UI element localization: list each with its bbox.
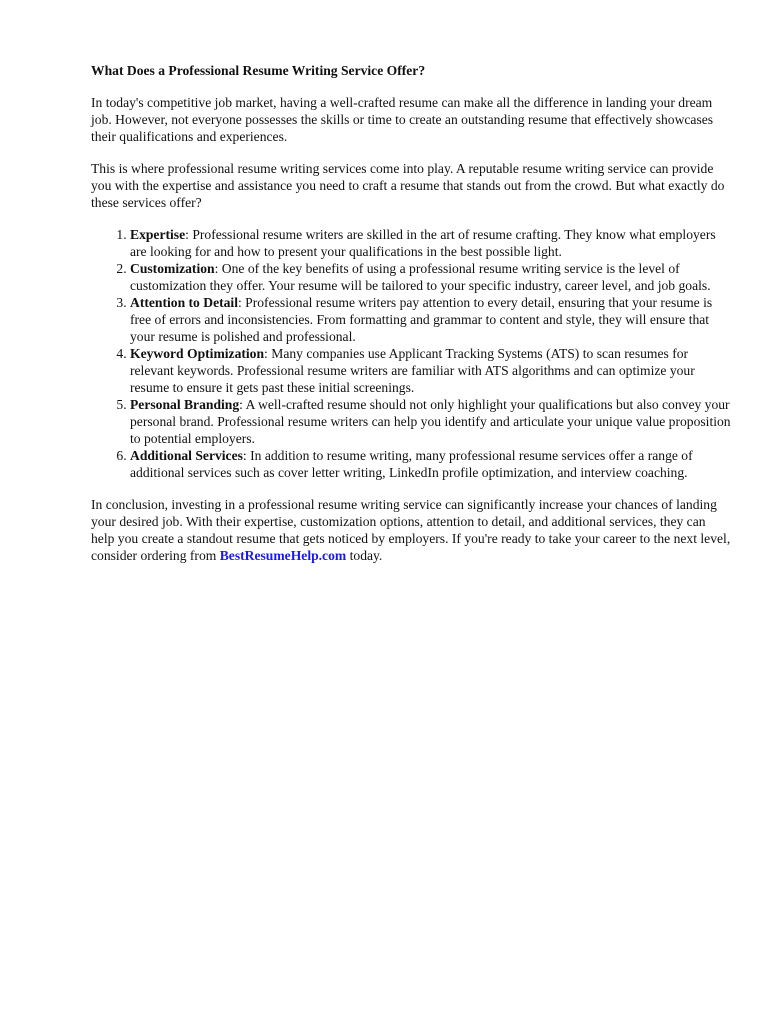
list-item-separator: :: [264, 346, 272, 361]
list-item: [130, 226, 731, 260]
list-item-term: Additional Services: [130, 448, 243, 463]
list-item-description: Professional resume writers are skilled in the art of resume crafting. They know what employers are looking for and how to present your qualifications in the best possible light.: [130, 227, 716, 259]
best-resume-help-link[interactable]: BestResumeHelp.com: [219, 548, 347, 563]
list-item-separator: :: [185, 227, 193, 242]
list-item-separator: :: [214, 261, 222, 276]
list-item-term: Expertise: [130, 227, 186, 242]
list-item: [130, 345, 731, 396]
list-item-term: Customization: [130, 261, 215, 276]
list-item-description: One of the key benefits of using a professional resume writing service is the level of customization they offer. Your resume will be tailored to your specific industry, career level, and job goals.: [130, 261, 711, 293]
list-item-separator: :: [239, 397, 246, 412]
list-item-description: In addition to resume writing, many professional resume services offer a range of additional services such as cover letter writing, LinkedIn profile optimization, and interview coaching.: [130, 448, 693, 480]
list-item-term: Attention to Detail: [130, 295, 238, 310]
list-item-description: A well-crafted resume should not only highlight your qualifications but also convey your personal brand. Professional resume writers can help you identify and articulate your unique value proposition to potential employers.: [130, 397, 731, 446]
list-item: [130, 294, 731, 345]
list-item: [130, 260, 731, 294]
page-title: What Does a Professional Resume Writing Service Offer?: [91, 63, 426, 78]
conclusion-text: In conclusion, investing in a professional resume writing service can significantly increase your chances of landing your desired job. With their expertise, customization options, attention to detail, and additional services, they can help you create a standout resume that gets noticed by employers. If you're ready to take your career to the next level, consider ordering from: [91, 497, 731, 563]
conclusion-paragraph: [91, 496, 731, 564]
list-item: [130, 396, 731, 447]
list-item-separator: :: [237, 295, 246, 310]
list-item: [130, 447, 731, 481]
list-item-description: Professional resume writers pay attention to every detail, ensuring that your resume is free of errors and inconsistencies. From formatting and grammar to content and style, they will ensure that your resume is polished and professional.: [130, 295, 713, 344]
services-list: [91, 226, 731, 481]
list-item-description: Many companies use Applicant Tracking Systems (ATS) to scan resumes for relevant keywords. Professional resume writers are familiar with ATS algorithms and can optimize your resume to ensure it gets past these initial screenings.: [130, 346, 695, 395]
list-item-separator: :: [242, 448, 251, 463]
document-page: [91, 62, 731, 579]
intro-paragraph: In today's competitive job market, having a well-crafted resume can make all the difference in landing your dream job. However, not everyone possesses the skills or time to create an outstanding resume that effectively showcases their qualifications and experiences.: [91, 95, 714, 144]
conclusion-ending: today.: [346, 548, 383, 563]
list-item-term: Keyword Optimization: [130, 346, 265, 361]
list-item-term: Personal Branding: [130, 397, 240, 412]
second-paragraph: This is where professional resume writing services come into play. A reputable resume writing service can provide you with the expertise and assistance you need to craft a resume that stands out from the crowd. But what exactly do these services offer?: [91, 161, 725, 210]
